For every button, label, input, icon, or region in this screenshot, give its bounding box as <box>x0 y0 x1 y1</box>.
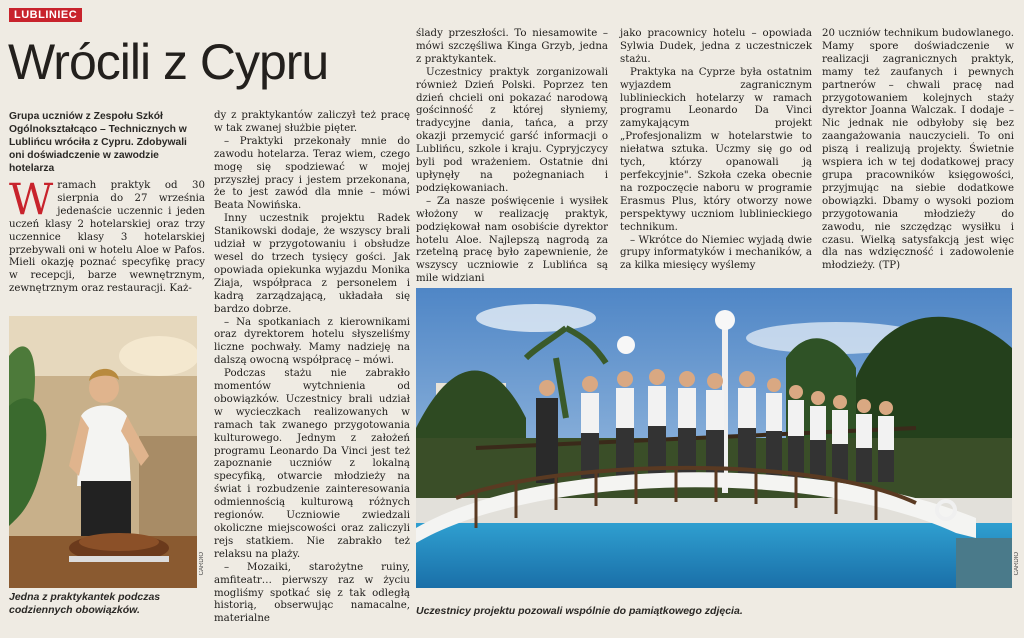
photo1-credit: CARDIO <box>199 552 205 576</box>
column-5 <box>822 28 1014 273</box>
col5-p1: 20 uczniów technikum budowlanego. Mamy spore doświadczenie w realizacji zagranicznych praktyk, mamy też zaufanych i pewnych partnerów – chwali pracę nad przygotowaniem kolejnych staży dyrektor Joanna Walczak. I dodaje – Nic jednak nie odbyłoby się bez zaangażowania nauczycieli. To oni piszą i realizują projekty. Świetnie wspiera ich w tej dodatkowej pracy grupa pracowników księgowości, przyjmując na siebie dodatkowe obowiązki. Dbamy o wysoki poziom przygotowania młodzieży do zawodu, nie szczędząc wysiłku i czasu. Wielką satysfakcją jest więc dla nas wdzięczność i zadowolenie młodzieży. (TP) <box>822 28 1014 272</box>
group-photo-illustration <box>416 288 1012 588</box>
headline: Wrócili z Cypru <box>8 34 329 90</box>
col3-p3: – Za nasze poświęcenie i wysiłek włożony w realizację praktyk, podziękował nam osobiście dyrektor hotelu Aloe. Najlepszą nagrodą za rzetelną pracę było zapewnienie, że wszyscy uczniowie z Lublińca są mile widziani <box>416 195 608 285</box>
column-4 <box>620 28 812 273</box>
photo1-caption: Jedna z praktykantek podczas codziennych obowiązków. <box>9 591 161 616</box>
photo-group <box>416 288 1012 588</box>
col2-p6: – Mozaiki, starożytne ruiny, amfiteatr… pierwszy raz w życiu mogliśmy spotkać się z tak odległą historią, obserwując namacalne, materialne <box>214 561 410 625</box>
photo-waitress <box>9 316 197 588</box>
column-1 <box>9 175 205 296</box>
column-3 <box>416 28 608 286</box>
lead-paragraph: Grupa uczniów z Zespołu Szkół Ogólnokształcąco – Technicznych w Lublińcu wróciła z Cypru. Zdobywali oni doświadczenie w zawodzie hotelarza <box>9 111 187 174</box>
col1-text: ramach praktyk od 30 sierpnia do 27 września jedenaście uczennic i jeden uczeń klasy 2 hotelarskiej oraz trzy uczennice klasy 3 hotelarskiej przebywali oni w hotelu Aloe w Pafos. Mieli okazję poznać specyfikę pracy w recepcji, barze wewnętrznym, zewnętrznym oraz restauracji. Każ- <box>9 180 205 295</box>
col2-p2: – Praktyki przekonały mnie do zawodu hotelarza. Teraz wiem, czego mogę się spodziewać w mojej przyszłej pracy i jestem przekonana, że to jest zawód dla mnie – mówi Beata Nowińska. <box>214 135 410 212</box>
col2-p1: dy z praktykantów zaliczył też pracę w tak zwanej służbie pięter. <box>214 110 410 134</box>
col2-p4: – Na spotkaniach z kierownikami oraz dyrektorem hotelu słyszeliśmy liczne pochwały. Mamy nadzieję na dalszą owocną współpracę – mówi. <box>214 316 410 367</box>
col3-p2: Uczestnicy praktyk zorganizowali również Dzień Polski. Poprzez ten dzień chcieli oni pokazać narodową gościnność z której słyniemy, tradycyjne dania, tańca, a przy okazji przemycić garść informacji o Lublińcu, szkole i kraju. Cypryjczycy byli pod wrażeniem. Ostatnie dni upłynęły na pożegnaniach i podziękowaniach. <box>416 66 608 194</box>
col2-p5: Podczas stażu nie zabrakło momentów wytchnienia od obowiązków. Uczestnicy brali udział w wycieczkach realizowanych w ramach tak zwanego przygotowania kulturowego. Jednym z założeń programu Leonardo Da Vinci jest też zapoznanie uczniów z lokalną specyfiką, otwarcie młodzieży na świat i rozbudzenie zainteresowania odmiennością kulturową różnych regionów. Uczniowie zwiedzali okoliczne miejscowości oraz zaliczyli rejs statkiem. Nie zabrakło też relaksu na plaży. <box>214 368 410 560</box>
col4-p3: – Wkrótce do Niemiec wyjadą dwie grupy informatyków i mechaników, a za kilka miesięcy wyślemy <box>620 234 812 272</box>
col2-p3: Inny uczestnik projektu Radek Stanikowski dodaje, że wszyscy brali udział w przygotowaniu i obsłudze wesel do trzech tysięcy gości. Jak opowiada opiekunka wyjazdu Monika Ziaja, współpraca z personelem i kadrą zarządzającą, układała się bardzo dobrze. <box>214 213 410 315</box>
photo2-credit: CARDIO <box>1014 552 1020 576</box>
col4-p2: Praktyka na Cyprze była ostatnim wyjazdem zagranicznym lublinieckich hotelarzy w ramach programu Leonardo Da Vinci zamykającym projekt „Profesjonalizm w hotelarstwie to niełatwa sztuka. Uczmy się go od tych, którzy opanowali ją perfekcyjnie". Szkoła czeka obecnie na rozpoczęcie naboru w programie Erasmus Plus, który otworzy nowe perspektywy uczniom lublinieckiego technikum. <box>620 66 812 233</box>
col4-p1: jako pracownicy hotelu – opowiada Sylwia Dudek, jedna z uczestniczek stażu. <box>620 28 812 65</box>
column-2 <box>214 110 410 626</box>
dropcap: W <box>9 175 54 225</box>
photo2-caption: Uczestnicy projektu pozowali wspólnie do pamiątkowego zdjęcia. <box>416 605 743 617</box>
waitress-illustration <box>9 316 197 588</box>
col3-p1: ślady przeszłości. To niesamowite – mówi szczęśliwa Kinga Grzyb, jedna z praktykantek. <box>416 28 608 65</box>
section-tag: LUBLINIEC <box>9 8 82 22</box>
